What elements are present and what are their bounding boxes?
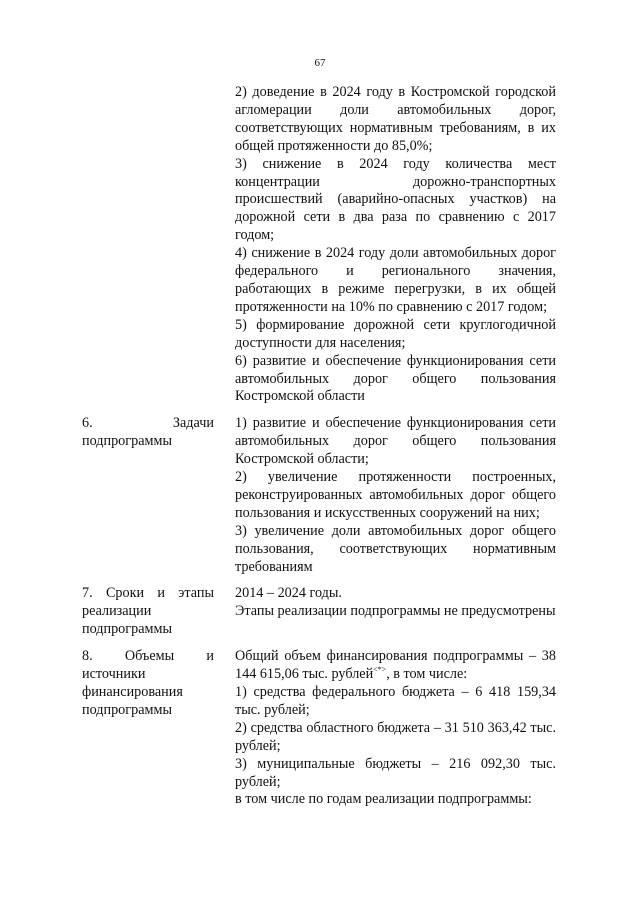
- list-item: 2) увеличение протяженности построенных, реконструированных автомобильных дорог общего пользования и искусственных сооружений на них;: [235, 469, 556, 521]
- table-row-financing: [82, 648, 556, 809]
- financing-total-suffix: , в том числе:: [386, 666, 468, 683]
- timeline-years: 2014 – 2024 годы.: [235, 585, 342, 602]
- table-row-timeline: [82, 585, 556, 639]
- table-row-expected-results: [82, 84, 556, 406]
- row-content: [235, 585, 556, 621]
- timeline-stages: Этапы реализации подпрограммы не предусмотрены: [235, 603, 556, 620]
- row-content: [235, 648, 556, 809]
- row-content: [235, 415, 556, 576]
- list-item: в том числе по годам реализации подпрограммы:: [235, 791, 532, 808]
- page-number: 67: [314, 57, 326, 69]
- list-item: 5) формирование дорожной сети круглогодичной доступности для населения;: [235, 316, 556, 351]
- list-item: 3) увеличение доли автомобильных дорог общего пользования, соответствующих нормативным требованиям: [235, 522, 556, 575]
- table-row-tasks: [82, 415, 556, 576]
- financing-total-text: Общий объем финансирования подпрограммы – 38 144 615,06 тыс. рублей: [235, 648, 556, 683]
- row-label: 7. Сроки и этапы реализации подпрограммы: [82, 585, 214, 638]
- row-label: 6. Задачи подпрограммы: [82, 415, 214, 450]
- list-item: 3) снижение в 2024 году количества мест концентрации дорожно-транспортных происшествий (аварийно-опасных участков) на дорожной сети в два раза по сравнению с 2017 годом;: [235, 155, 556, 244]
- footnote-mark: <*>: [373, 665, 387, 675]
- row-content: [235, 84, 556, 406]
- passport-table: [82, 84, 556, 809]
- list-item: 2) средства областного бюджета – 31 510 363,42 тыс. рублей;: [235, 719, 556, 754]
- list-item: 6) развитие и обеспечение функционирования сети автомобильных дорог общего пользования Костромской области: [235, 352, 556, 405]
- list-item: 1) средства федерального бюджета – 6 418 159,34 тыс. рублей;: [235, 684, 556, 718]
- row-label: 8. Объемы и источники финансирования подпрограммы: [82, 648, 214, 718]
- financing-total: [235, 648, 556, 684]
- list-item: 2) доведение в 2024 году в Костромской городской агломерации доли автомобильных дорог, соответствующих нормативным требованиям, в их общей протяженности до 85,0%;: [235, 84, 556, 154]
- list-item: 3) муниципальные бюджеты – 216 092,30 тыс. рублей;: [235, 755, 556, 790]
- list-item: 1) развитие и обеспечение функционирования сети автомобильных дорог общего пользования Костромской области;: [235, 415, 556, 468]
- list-item: 4) снижение в 2024 году доли автомобильных дорог федерального и регионального значения, работающих в режиме перегрузки, в их общей протяженности на 10% по сравнению с 2017 годом;: [235, 245, 556, 315]
